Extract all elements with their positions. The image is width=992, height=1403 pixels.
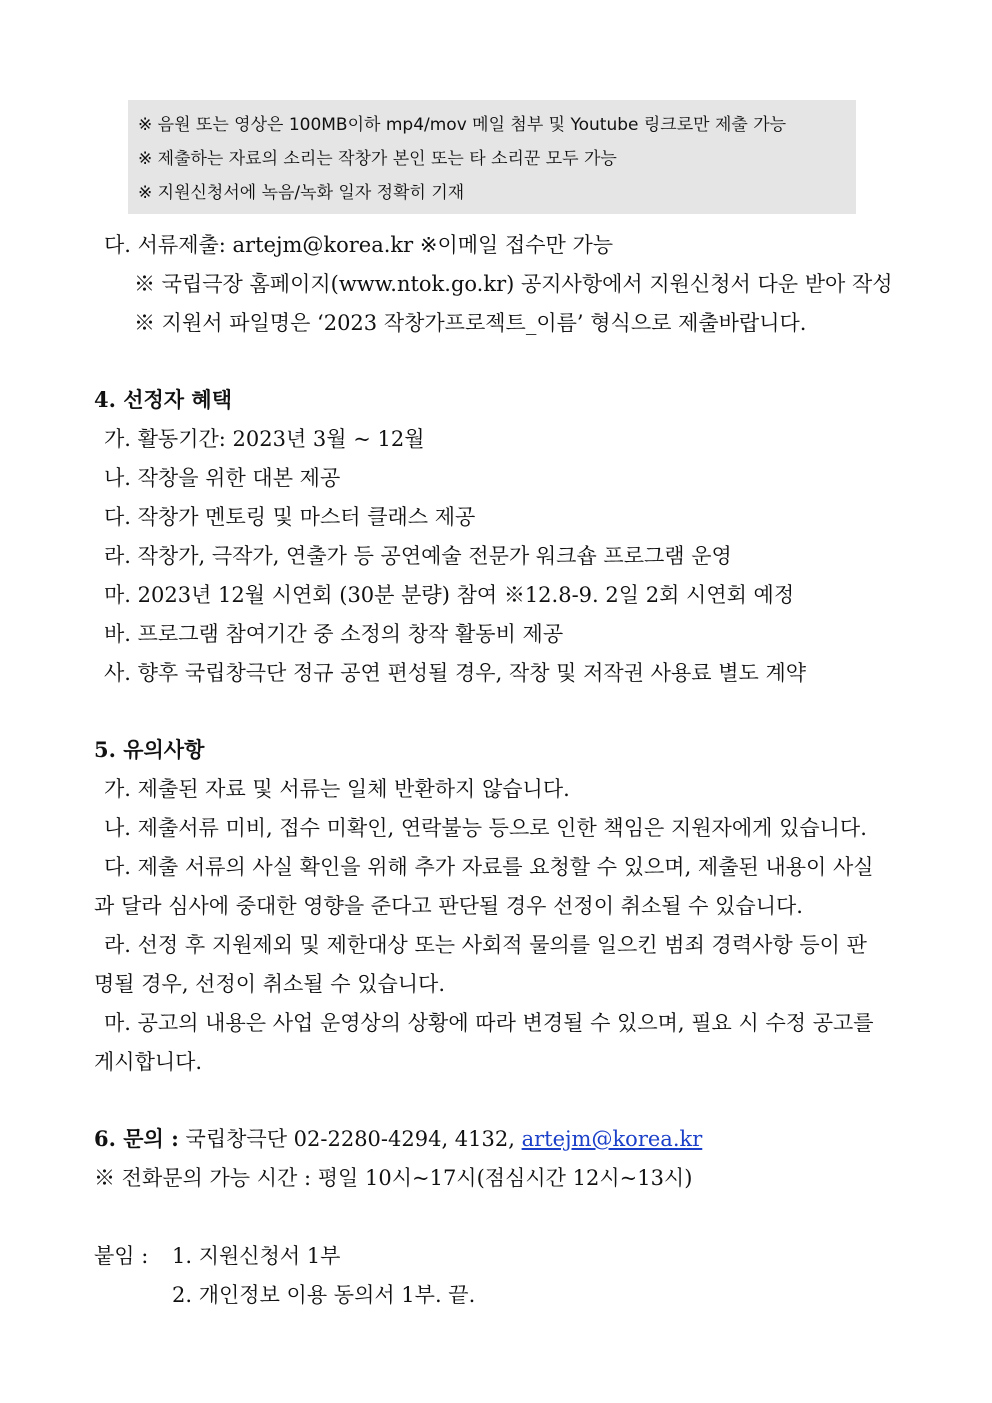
- paragraph-line: 과 달라 심사에 중대한 영향을 준다고 판단될 경우 선정이 취소될 수 있습니다.: [94, 894, 803, 918]
- list-item: 마. 2023년 12월 시연회 (30분 분량) 참여 ※12.8-9. 2일 2회 시연회 예정: [104, 583, 795, 607]
- list-item: 다. 작창가 멘토링 및 마스터 클래스 제공: [104, 505, 476, 529]
- paragraph-line: 가. 제출된 자료 및 서류는 일체 반환하지 않습니다.: [104, 777, 570, 801]
- paragraph-line: 명될 경우, 선정이 취소될 수 있습니다.: [94, 972, 446, 996]
- list-item: 가. 활동기간: 2023년 3월 ~ 12월: [104, 427, 425, 451]
- notice-line: ※ 제출하는 자료의 소리는 작창가 본인 또는 타 소리꾼 모두 가능: [138, 149, 617, 169]
- paragraph-line: 다. 제출 서류의 사실 확인을 위해 추가 자료를 요청할 수 있으며, 제출된 내용이 사실: [104, 855, 874, 879]
- submission-line: 다. 서류제출: artejm@korea.kr ※이메일 접수만 가능: [104, 233, 614, 257]
- section-heading: 5. 유의사항: [94, 737, 205, 762]
- section-heading: 4. 선정자 혜택: [94, 387, 232, 412]
- notice-line: ※ 음원 또는 영상은 100MB이하 mp4/mov 메일 첨부 및 Youtube 링크로만 제출 가능: [138, 115, 787, 135]
- attachment-item: 2. 개인정보 이용 동의서 1부. 끝.: [172, 1283, 476, 1307]
- paragraph-line: 라. 선정 후 지원제외 및 제한대상 또는 사회적 물의를 일으킨 범죄 경력사항 등이 판: [104, 933, 867, 957]
- notice-box: [128, 100, 856, 214]
- section-heading: 6. 문의 :: [94, 1126, 179, 1151]
- paragraph-line: 나. 제출서류 미비, 접수 미확인, 연락불능 등으로 인한 책임은 지원자에게 있습니다.: [104, 816, 867, 840]
- submission-note: ※ 국립극장 홈페이지(www.ntok.go.kr) 공지사항에서 지원신청서 다운 받아 작성: [134, 272, 893, 296]
- email-link[interactable]: artejm@korea.kr: [521, 1127, 703, 1151]
- submission-note: ※ 지원서 파일명은 ‘2023 작창가프로젝트_이름’ 형식으로 제출바랍니다.: [134, 311, 807, 335]
- attachments-label: 붙임 :: [94, 1244, 149, 1268]
- list-item: 바. 프로그램 참여기간 중 소정의 창작 활동비 제공: [104, 622, 564, 646]
- list-item: 라. 작창가, 극작가, 연출가 등 공연예술 전문가 워크숍 프로그램 운영: [104, 544, 732, 568]
- phone-hours: ※ 전화문의 가능 시간 : 평일 10시~17시(점심시간 12시~13시): [94, 1166, 693, 1190]
- paragraph-line: 마. 공고의 내용은 사업 운영상의 상황에 따라 변경될 수 있으며, 필요 시 수정 공고를: [104, 1011, 874, 1035]
- list-item: 나. 작창을 위한 대본 제공: [104, 466, 341, 490]
- list-item: 사. 향후 국립창극단 정규 공연 편성될 경우, 작창 및 저작권 사용료 별도 계약: [104, 661, 807, 685]
- attachment-item: 1. 지원신청서 1부: [172, 1244, 341, 1268]
- contact-line: [94, 1126, 702, 1152]
- notice-line: ※ 지원신청서에 녹음/녹화 일자 정확히 기재: [138, 183, 465, 203]
- paragraph-line: 게시합니다.: [94, 1050, 203, 1074]
- contact-info: 국립창극단 02-2280-4294, 4132,: [178, 1127, 522, 1151]
